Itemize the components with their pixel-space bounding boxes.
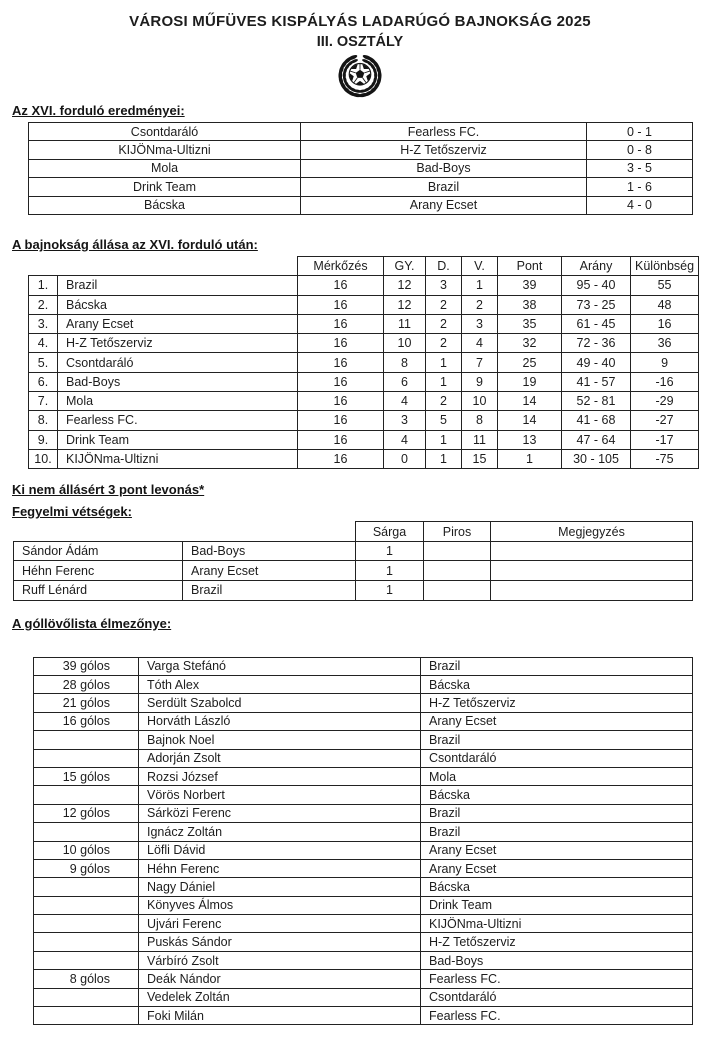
goals-count-cell [34,951,139,969]
table-row [29,314,699,333]
scorer-name-cell: Vedelek Zoltán [139,988,421,1006]
yellow-cards-cell: 1 [356,561,424,581]
wins-cell: 6 [384,372,426,391]
goal-diff-cell: 9 [631,353,699,372]
discipline-header-row [14,522,693,542]
match-home-team-cell: Mola [29,159,301,177]
match-away-team-cell: Brazil [301,178,587,196]
played-cell: 16 [298,276,384,295]
table-row [29,123,693,141]
scorer-name-cell: Ignácz Zoltán [139,823,421,841]
team-name-cell: H-Z Tetőszerviz [58,334,298,353]
table-row [34,970,693,988]
wins-cell: 12 [384,276,426,295]
table-row [34,896,693,914]
standings-header-row [29,256,699,275]
scorer-team-cell: Csontdaráló [421,988,693,1006]
standings-heading: A bajnokság állása az XVI. forduló után: [12,236,258,252]
team-name-cell: Arany Ecset [58,314,298,333]
scorer-team-cell: Bácska [421,878,693,896]
yellow-cards-cell: 1 [356,541,424,561]
goal-ratio-cell: 61 - 45 [562,314,631,333]
goal-diff-cell: 16 [631,314,699,333]
scorer-team-cell: Arany Ecset [421,712,693,730]
goals-count-cell: 8 gólos [34,970,139,988]
table-row [34,767,693,785]
goal-ratio-cell: 41 - 68 [562,411,631,430]
scorer-team-cell: Brazil [421,804,693,822]
table-row [34,786,693,804]
col-header-red: Piros [424,522,491,542]
empty-header-cell [29,256,58,275]
points-cell: 19 [498,372,562,391]
col-header-yellow: Sárga [356,522,424,542]
losses-cell: 10 [462,392,498,411]
goals-count-cell [34,1007,139,1025]
wins-cell: 4 [384,430,426,449]
goal-diff-cell: 48 [631,295,699,314]
scorer-name-cell: Ujvári Ferenc [139,915,421,933]
match-home-team-cell: Drink Team [29,178,301,196]
goal-ratio-cell: 47 - 64 [562,430,631,449]
team-name-cell: Fearless FC. [58,411,298,430]
deduction-note: Ki nem állásért 3 pont levonás* [12,482,205,498]
goal-diff-cell: -29 [631,392,699,411]
goals-count-cell: 28 gólos [34,675,139,693]
scorer-name-cell: Héhn Ferenc [139,859,421,877]
col-header-note: Megjegyzés [491,522,693,542]
scorer-name-cell: Serdült Szabolcd [139,694,421,712]
draws-cell: 1 [426,372,462,391]
team-name-cell: KIJÖNma-Ultizni [58,449,298,468]
played-cell: 16 [298,334,384,353]
page-title: VÁROSI MŰFÜVES KISPÁLYÁS LADARÚGÓ BAJNOKSÁG 2025 [129,13,591,30]
scorers-table [33,657,693,1026]
rank-cell: 3. [29,314,58,333]
note-cell [491,561,693,581]
table-row [34,823,693,841]
match-away-team-cell: Arany Ecset [301,196,587,214]
played-cell: 16 [298,353,384,372]
goals-count-cell [34,915,139,933]
team-name-cell: Brazil [58,276,298,295]
match-score-cell: 0 - 8 [587,141,693,159]
points-cell: 39 [498,276,562,295]
goal-ratio-cell: 72 - 36 [562,334,631,353]
draws-cell: 3 [426,276,462,295]
table-row [34,951,693,969]
losses-cell: 1 [462,276,498,295]
played-cell: 16 [298,430,384,449]
results-heading: Az XVI. forduló eredményei: [12,103,185,118]
col-header-draws: D. [426,256,462,275]
player-name-cell: Ruff Lénárd [14,581,183,601]
points-cell: 25 [498,353,562,372]
scorer-team-cell: H-Z Tetőszerviz [421,933,693,951]
points-cell: 32 [498,334,562,353]
table-row [29,411,699,430]
table-row [34,731,693,749]
table-row [14,581,693,601]
scorer-team-cell: Brazil [421,731,693,749]
results-table-body [29,123,693,215]
match-away-team-cell: Fearless FC. [301,123,587,141]
goals-count-cell: 9 gólos [34,859,139,877]
played-cell: 16 [298,314,384,333]
match-home-team-cell: Csontdaráló [29,123,301,141]
draws-cell: 2 [426,392,462,411]
goal-diff-cell: 36 [631,334,699,353]
losses-cell: 8 [462,411,498,430]
wins-cell: 10 [384,334,426,353]
goals-count-cell: 10 gólos [34,841,139,859]
table-row [34,804,693,822]
goal-ratio-cell: 95 - 40 [562,276,631,295]
col-header-points: Pont [498,256,562,275]
red-cards-cell [424,561,491,581]
table-row [29,276,699,295]
scorer-name-cell: Puskás Sándor [139,933,421,951]
rank-cell: 1. [29,276,58,295]
table-row [29,141,693,159]
rank-cell: 6. [29,372,58,391]
goal-ratio-cell: 49 - 40 [562,353,631,372]
table-row [29,178,693,196]
table-row [29,295,699,314]
scorer-team-cell: Mola [421,767,693,785]
losses-cell: 11 [462,430,498,449]
rank-cell: 9. [29,430,58,449]
laurel-wreath-soccer-ball-logo [324,51,396,99]
table-row [34,878,693,896]
goals-count-cell: 15 gólos [34,767,139,785]
losses-cell: 4 [462,334,498,353]
played-cell: 16 [298,295,384,314]
played-cell: 16 [298,372,384,391]
scorer-team-cell: Arany Ecset [421,859,693,877]
goals-count-cell [34,933,139,951]
red-cards-cell [424,581,491,601]
played-cell: 16 [298,449,384,468]
scorer-name-cell: Varga Stefánó [139,657,421,675]
wins-cell: 3 [384,411,426,430]
empty-header-cell [58,256,298,275]
table-row [14,561,693,581]
draws-cell: 5 [426,411,462,430]
team-name-cell: Mola [58,392,298,411]
note-cell [491,541,693,561]
goal-diff-cell: 55 [631,276,699,295]
rank-cell: 10. [29,449,58,468]
goals-count-cell [34,988,139,1006]
table-row [34,859,693,877]
played-cell: 16 [298,411,384,430]
results-table [28,122,693,215]
table-row [34,657,693,675]
team-name-cell: Bácska [58,295,298,314]
goal-ratio-cell: 73 - 25 [562,295,631,314]
goal-ratio-cell: 41 - 57 [562,372,631,391]
table-row [29,353,699,372]
wins-cell: 4 [384,392,426,411]
table-row [29,430,699,449]
scorer-team-cell: Arany Ecset [421,841,693,859]
scorer-team-cell: H-Z Tetőszerviz [421,694,693,712]
points-cell: 1 [498,449,562,468]
red-cards-cell [424,541,491,561]
match-home-team-cell: KIJÖNma-Ultizni [29,141,301,159]
wins-cell: 12 [384,295,426,314]
goals-count-cell [34,896,139,914]
goals-count-cell [34,823,139,841]
table-row [34,1007,693,1025]
player-team-cell: Arany Ecset [183,561,356,581]
scorer-name-cell: Könyves Álmos [139,896,421,914]
player-name-cell: Héhn Ferenc [14,561,183,581]
goal-diff-cell: -16 [631,372,699,391]
scorer-name-cell: Löfli Dávid [139,841,421,859]
discipline-table [13,521,693,600]
team-name-cell: Csontdaráló [58,353,298,372]
wins-cell: 11 [384,314,426,333]
points-cell: 35 [498,314,562,333]
table-row [29,449,699,468]
rank-cell: 5. [29,353,58,372]
scorer-team-cell: Bad-Boys [421,951,693,969]
table-row [34,675,693,693]
points-cell: 14 [498,392,562,411]
rank-cell: 4. [29,334,58,353]
goal-ratio-cell: 30 - 105 [562,449,631,468]
losses-cell: 3 [462,314,498,333]
table-row [29,196,693,214]
match-score-cell: 1 - 6 [587,178,693,196]
goals-count-cell [34,878,139,896]
rank-cell: 2. [29,295,58,314]
table-row [34,712,693,730]
goals-count-cell: 12 gólos [34,804,139,822]
goals-count-cell [34,786,139,804]
rank-cell: 8. [29,411,58,430]
match-score-cell: 3 - 5 [587,159,693,177]
scorer-team-cell: Fearless FC. [421,970,693,988]
yellow-cards-cell: 1 [356,581,424,601]
scorer-team-cell: Brazil [421,657,693,675]
draws-cell: 1 [426,353,462,372]
scorer-name-cell: Sárközi Ferenc [139,804,421,822]
goals-count-cell [34,749,139,767]
player-team-cell: Brazil [183,581,356,601]
goal-diff-cell: -17 [631,430,699,449]
goal-diff-cell: -75 [631,449,699,468]
scorer-name-cell: Deák Nándor [139,970,421,988]
scorer-name-cell: Tóth Alex [139,675,421,693]
played-cell: 16 [298,392,384,411]
discipline-heading: Fegyelmi vétségek: [12,504,132,520]
losses-cell: 9 [462,372,498,391]
scorer-name-cell: Nagy Dániel [139,878,421,896]
table-row [29,334,699,353]
wins-cell: 8 [384,353,426,372]
scorer-team-cell: Drink Team [421,896,693,914]
points-cell: 13 [498,430,562,449]
draws-cell: 1 [426,430,462,449]
scorer-name-cell: Foki Milán [139,1007,421,1025]
match-score-cell: 0 - 1 [587,123,693,141]
table-row [34,841,693,859]
table-row [29,392,699,411]
scorer-name-cell: Adorján Zsolt [139,749,421,767]
goals-count-cell: 16 gólos [34,712,139,730]
standings-table [28,256,699,469]
match-home-team-cell: Bácska [29,196,301,214]
scorers-table-body [34,657,693,1025]
scorer-name-cell: Vörös Norbert [139,786,421,804]
team-name-cell: Drink Team [58,430,298,449]
document-page [0,13,720,1025]
wins-cell: 0 [384,449,426,468]
scorer-name-cell: Várbíró Zsolt [139,951,421,969]
losses-cell: 7 [462,353,498,372]
scorer-team-cell: Brazil [421,823,693,841]
empty-header-cell [183,522,356,542]
team-name-cell: Bad-Boys [58,372,298,391]
goals-count-cell [34,731,139,749]
scorer-name-cell: Bajnok Noel [139,731,421,749]
scorer-team-cell: KIJÖNma-Ultizni [421,915,693,933]
player-name-cell: Sándor Ádám [14,541,183,561]
table-row [34,915,693,933]
draws-cell: 2 [426,334,462,353]
col-header-losses: V. [462,256,498,275]
col-header-wins: GY. [384,256,426,275]
empty-header-cell [14,522,183,542]
points-cell: 14 [498,411,562,430]
draws-cell: 1 [426,449,462,468]
draws-cell: 2 [426,314,462,333]
discipline-table-body [14,541,693,600]
col-header-ratio: Arány [562,256,631,275]
scorer-name-cell: Rozsi József [139,767,421,785]
table-row [34,694,693,712]
rank-cell: 7. [29,392,58,411]
logo-container [0,51,720,99]
scorer-team-cell: Bácska [421,786,693,804]
losses-cell: 15 [462,449,498,468]
scorer-team-cell: Csontdaráló [421,749,693,767]
match-score-cell: 4 - 0 [587,196,693,214]
match-away-team-cell: Bad-Boys [301,159,587,177]
table-row [34,988,693,1006]
losses-cell: 2 [462,295,498,314]
player-team-cell: Bad-Boys [183,541,356,561]
table-row [14,541,693,561]
table-row [29,159,693,177]
page-subtitle: III. OSZTÁLY [316,34,404,50]
scorers-heading: A góllövőlista élmezőnye: [12,615,172,631]
scorer-name-cell: Horváth László [139,712,421,730]
col-header-goal-diff: Különbség [631,256,699,275]
goal-ratio-cell: 52 - 81 [562,392,631,411]
scorer-team-cell: Bácska [421,675,693,693]
standings-table-body [29,276,699,469]
goal-diff-cell: -27 [631,411,699,430]
scorer-team-cell: Fearless FC. [421,1007,693,1025]
goals-count-cell: 39 gólos [34,657,139,675]
col-header-matches: Mérkőzés [298,256,384,275]
table-row [34,933,693,951]
goals-count-cell: 21 gólos [34,694,139,712]
table-row [29,372,699,391]
note-cell [491,581,693,601]
table-row [34,749,693,767]
match-away-team-cell: H-Z Tetőszerviz [301,141,587,159]
draws-cell: 2 [426,295,462,314]
points-cell: 38 [498,295,562,314]
